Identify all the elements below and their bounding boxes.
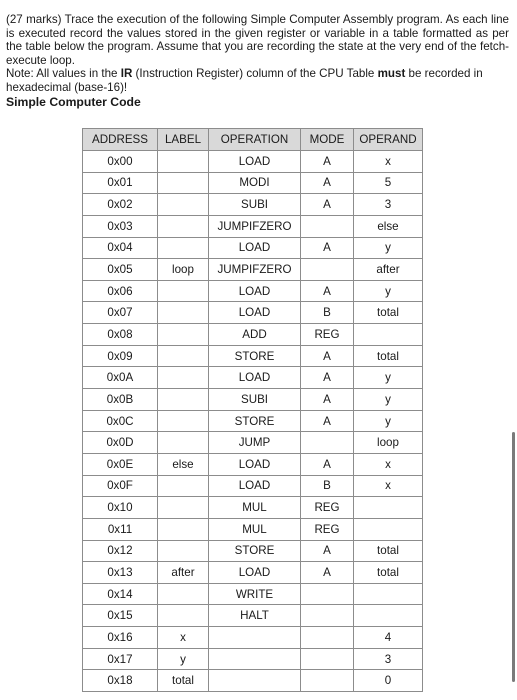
cell-label: [158, 324, 209, 346]
cell-address: 0x05: [83, 259, 158, 281]
cell-operand: total: [354, 345, 423, 367]
note-suffix: be recorded in hexadecimal (base-16)!: [6, 67, 483, 94]
cell-operand: y: [354, 367, 423, 389]
cell-label: total: [158, 670, 209, 692]
cell-operation: LOAD: [209, 280, 301, 302]
cell-operation: STORE: [209, 345, 301, 367]
cell-operand: [354, 583, 423, 605]
table-row: [83, 627, 423, 649]
table-row: [83, 518, 423, 540]
cell-address: 0x07: [83, 302, 158, 324]
code-heading: Simple Computer Code: [6, 94, 141, 109]
cell-address: 0x16: [83, 627, 158, 649]
cell-label: x: [158, 627, 209, 649]
cell-label: [158, 194, 209, 216]
cell-address: 0x0B: [83, 389, 158, 411]
cell-operand: [354, 324, 423, 346]
header-mode: MODE: [301, 129, 354, 151]
cell-operand: y: [354, 280, 423, 302]
cell-label: [158, 280, 209, 302]
cell-label: [158, 432, 209, 454]
cell-mode: [301, 432, 354, 454]
cell-address: 0x06: [83, 280, 158, 302]
note-middle: (Instruction Register) column of the CPU Table: [132, 67, 378, 81]
table-row: [83, 410, 423, 432]
cell-mode: B: [301, 475, 354, 497]
cell-operation: JUMPIFZERO: [209, 259, 301, 281]
cell-mode: REG: [301, 324, 354, 346]
cell-operation: MODI: [209, 172, 301, 194]
cell-mode: A: [301, 367, 354, 389]
table-row: [83, 562, 423, 584]
cell-mode: [301, 259, 354, 281]
cell-mode: B: [301, 302, 354, 324]
cell-label: [158, 410, 209, 432]
header-address: ADDRESS: [83, 129, 158, 151]
cell-mode: A: [301, 410, 354, 432]
cell-operand: 3: [354, 194, 423, 216]
cell-operation: HALT: [209, 605, 301, 627]
question-text: [6, 13, 509, 95]
cell-address: 0x13: [83, 562, 158, 584]
table-row: [83, 215, 423, 237]
cell-operand: 4: [354, 627, 423, 649]
cell-operand: after: [354, 259, 423, 281]
table-row: [83, 605, 423, 627]
cell-mode: A: [301, 345, 354, 367]
cell-operation: [209, 648, 301, 670]
cell-operation: STORE: [209, 540, 301, 562]
cell-mode: A: [301, 562, 354, 584]
cell-address: 0x0E: [83, 453, 158, 475]
cell-label: [158, 389, 209, 411]
cell-operation: JUMP: [209, 432, 301, 454]
vertical-scrollbar[interactable]: [512, 432, 515, 682]
cell-operand: total: [354, 302, 423, 324]
cell-address: 0x00: [83, 151, 158, 173]
table-row: [83, 324, 423, 346]
cell-mode: REG: [301, 497, 354, 519]
cell-label: [158, 605, 209, 627]
cell-operand: y: [354, 389, 423, 411]
cell-operand: y: [354, 410, 423, 432]
cell-operand: total: [354, 540, 423, 562]
table-row: [83, 453, 423, 475]
table-row: [83, 280, 423, 302]
note-prefix: Note: All values in the: [6, 67, 121, 81]
cell-mode: A: [301, 237, 354, 259]
cell-address: 0x0A: [83, 367, 158, 389]
cell-operand: [354, 518, 423, 540]
cell-operation: LOAD: [209, 475, 301, 497]
code-table: [82, 128, 423, 692]
table-row: [83, 237, 423, 259]
cell-operation: MUL: [209, 497, 301, 519]
cell-operation: JUMPIFZERO: [209, 215, 301, 237]
table-row: [83, 540, 423, 562]
cell-operation: LOAD: [209, 367, 301, 389]
cell-mode: [301, 605, 354, 627]
header-operand: OPERAND: [354, 129, 423, 151]
cell-label: [158, 237, 209, 259]
cell-operand: x: [354, 475, 423, 497]
cell-operation: ADD: [209, 324, 301, 346]
table-row: [83, 670, 423, 692]
cell-operand: x: [354, 453, 423, 475]
cell-operand: loop: [354, 432, 423, 454]
cell-operation: LOAD: [209, 302, 301, 324]
table-row: [83, 497, 423, 519]
cell-mode: [301, 215, 354, 237]
cell-address: 0x11: [83, 518, 158, 540]
cell-address: 0x18: [83, 670, 158, 692]
cell-mode: A: [301, 540, 354, 562]
cell-operand: y: [354, 237, 423, 259]
cell-operand: x: [354, 151, 423, 173]
table-row: [83, 475, 423, 497]
cell-mode: A: [301, 389, 354, 411]
cell-label: [158, 583, 209, 605]
cell-operation: SUBI: [209, 194, 301, 216]
cell-operation: [209, 627, 301, 649]
cell-operand: 0: [354, 670, 423, 692]
cell-operation: [209, 670, 301, 692]
cell-address: 0x14: [83, 583, 158, 605]
table-row: [83, 302, 423, 324]
cell-operand: [354, 497, 423, 519]
cell-address: 0x09: [83, 345, 158, 367]
cell-label: [158, 302, 209, 324]
cell-mode: A: [301, 194, 354, 216]
header-label: LABEL: [158, 129, 209, 151]
cell-operation: WRITE: [209, 583, 301, 605]
cell-operation: STORE: [209, 410, 301, 432]
cell-address: 0x0F: [83, 475, 158, 497]
cell-operation: LOAD: [209, 151, 301, 173]
table-row: [83, 648, 423, 670]
question-paragraph: (27 marks) Trace the execution of the following Simple Computer Assembly program. As each line is executed record the values stored in the given register or variable in a table formatted as per the table below the program. Assume that you are recording the state at the very end of the fetch-execute loop.: [6, 13, 509, 67]
cell-label: loop: [158, 259, 209, 281]
cell-operation: LOAD: [209, 237, 301, 259]
cell-address: 0x03: [83, 215, 158, 237]
table-row: [83, 172, 423, 194]
cell-label: [158, 518, 209, 540]
table-row: [83, 259, 423, 281]
cell-operation: MUL: [209, 518, 301, 540]
cell-operand: 5: [354, 172, 423, 194]
table-row: [83, 345, 423, 367]
cell-mode: [301, 648, 354, 670]
table-row: [83, 432, 423, 454]
cell-address: 0x17: [83, 648, 158, 670]
table-row: [83, 367, 423, 389]
cell-operation: LOAD: [209, 453, 301, 475]
note-paragraph: [6, 67, 509, 94]
cell-label: [158, 497, 209, 519]
cell-label: y: [158, 648, 209, 670]
table-header-row: [83, 129, 423, 151]
cell-label: [158, 172, 209, 194]
cell-address: 0x10: [83, 497, 158, 519]
cell-label: else: [158, 453, 209, 475]
table-row: [83, 583, 423, 605]
cell-mode: [301, 583, 354, 605]
cell-label: [158, 540, 209, 562]
cell-mode: REG: [301, 518, 354, 540]
table-row: [83, 194, 423, 216]
cell-address: 0x0D: [83, 432, 158, 454]
cell-operand: 3: [354, 648, 423, 670]
cell-operation: LOAD: [209, 562, 301, 584]
header-operation: OPERATION: [209, 129, 301, 151]
cell-mode: A: [301, 172, 354, 194]
note-must-emphasis: must: [377, 67, 406, 81]
cell-operation: SUBI: [209, 389, 301, 411]
cell-mode: A: [301, 151, 354, 173]
cell-mode: A: [301, 280, 354, 302]
cell-mode: [301, 670, 354, 692]
cell-address: 0x15: [83, 605, 158, 627]
cell-label: [158, 215, 209, 237]
cell-operand: else: [354, 215, 423, 237]
cell-label: [158, 345, 209, 367]
cell-mode: [301, 627, 354, 649]
table-row: [83, 389, 423, 411]
cell-operand: total: [354, 562, 423, 584]
cell-label: [158, 475, 209, 497]
table-body: [83, 151, 423, 692]
cell-label: after: [158, 562, 209, 584]
cell-mode: A: [301, 453, 354, 475]
cell-operand: [354, 605, 423, 627]
note-ir-emphasis: IR: [120, 67, 133, 81]
cell-address: 0x04: [83, 237, 158, 259]
cell-address: 0x12: [83, 540, 158, 562]
cell-label: [158, 367, 209, 389]
cell-address: 0x0C: [83, 410, 158, 432]
cell-address: 0x01: [83, 172, 158, 194]
cell-address: 0x08: [83, 324, 158, 346]
cell-address: 0x02: [83, 194, 158, 216]
table-row: [83, 151, 423, 173]
cell-label: [158, 151, 209, 173]
